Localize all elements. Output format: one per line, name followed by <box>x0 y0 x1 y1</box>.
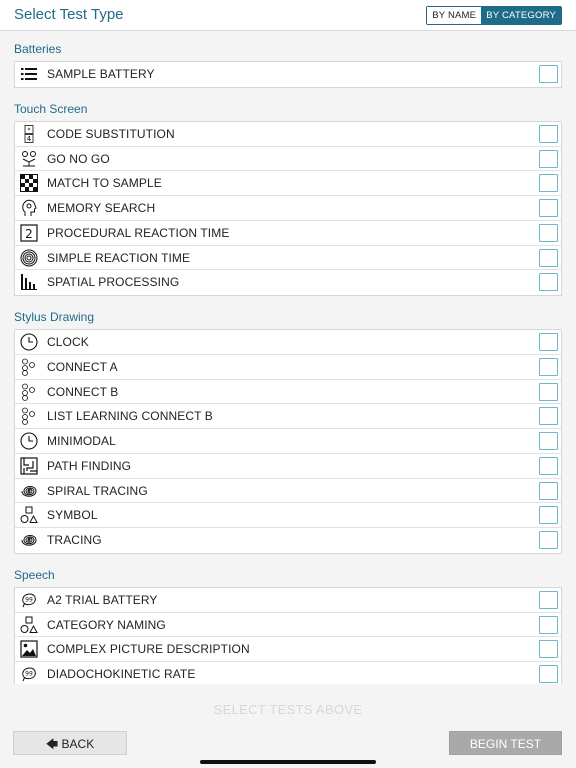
connect-icon <box>20 407 38 425</box>
test-row[interactable] <box>15 221 561 246</box>
section-title: Batteries <box>14 42 62 56</box>
test-label: MEMORY SEARCH <box>47 201 156 215</box>
home-indicator <box>200 760 376 764</box>
test-row[interactable] <box>15 270 561 295</box>
svg-text:2: 2 <box>25 226 33 241</box>
test-row[interactable] <box>15 122 561 147</box>
test-checkbox[interactable] <box>539 531 558 549</box>
svg-text:99: 99 <box>25 596 33 604</box>
test-checkbox[interactable] <box>539 249 558 267</box>
test-row[interactable] <box>15 246 561 271</box>
spiral-icon <box>20 531 38 549</box>
by-category-button[interactable]: BY CATEGORY <box>481 7 561 24</box>
test-checkbox[interactable] <box>539 224 558 242</box>
maze-icon <box>20 457 38 475</box>
test-label: CONNECT B <box>47 384 119 399</box>
test-checkbox[interactable] <box>539 616 558 634</box>
test-label: SPATIAL PROCESSING <box>47 275 180 290</box>
target-icon <box>20 249 38 267</box>
section-group <box>14 121 562 296</box>
test-checkbox[interactable] <box>539 432 558 450</box>
arrow-left-icon: 🡄 <box>45 737 59 751</box>
test-checkbox[interactable] <box>539 506 558 524</box>
begin-test-button[interactable]: BEGIN TEST <box>449 731 562 755</box>
go-no-go-icon <box>20 150 38 168</box>
sort-toggle <box>426 6 562 25</box>
test-label: SPIRAL TRACING <box>47 483 148 498</box>
test-row[interactable] <box>15 528 561 553</box>
test-label: CODE SUBSTITUTION <box>47 126 175 141</box>
back-label: BACK <box>61 737 95 751</box>
test-checkbox[interactable] <box>539 407 558 425</box>
test-row[interactable] <box>15 196 561 221</box>
test-label: GO NO GO <box>47 151 110 166</box>
picture-icon <box>20 640 38 658</box>
clock-icon <box>20 333 38 351</box>
test-label: MATCH TO SAMPLE <box>47 176 162 191</box>
test-checkbox[interactable] <box>539 150 558 168</box>
back-button[interactable] <box>13 731 127 755</box>
test-label: CLOCK <box>47 335 89 349</box>
test-label: LIST LEARNING CONNECT B <box>47 409 213 424</box>
svg-text:*: * <box>27 126 31 134</box>
test-label: COMPLEX PICTURE DESCRIPTION <box>47 642 250 657</box>
shapes-icon <box>20 616 38 634</box>
test-label: TRACING <box>47 533 102 547</box>
test-label: SIMPLE REACTION TIME <box>47 250 191 265</box>
test-checkbox[interactable] <box>539 273 558 291</box>
checkerboard-icon <box>20 174 38 192</box>
test-label: SYMBOL <box>47 508 98 523</box>
bars-icon <box>20 273 38 291</box>
connect-icon <box>20 358 38 376</box>
speech-bubble-icon <box>20 665 38 683</box>
top-bar <box>0 0 576 31</box>
test-checkbox[interactable] <box>539 358 558 376</box>
number-two-icon <box>20 224 38 242</box>
test-checkbox[interactable] <box>539 174 558 192</box>
by-name-button[interactable]: BY NAME <box>427 7 481 24</box>
test-list[interactable] <box>0 32 576 684</box>
test-label: MINIMODAL <box>47 434 116 448</box>
test-row[interactable] <box>15 62 561 87</box>
test-checkbox[interactable] <box>539 125 558 143</box>
test-row[interactable] <box>15 637 561 662</box>
test-checkbox[interactable] <box>539 199 558 217</box>
connect-icon <box>20 383 38 401</box>
test-row[interactable] <box>15 588 561 613</box>
test-row[interactable] <box>15 503 561 528</box>
test-row[interactable] <box>15 147 561 172</box>
section-title: Stylus Drawing <box>14 310 95 324</box>
test-label: DIADOCHOKINETIC RATE <box>47 667 196 681</box>
page-title: Select Test Type <box>14 6 124 23</box>
test-checkbox[interactable] <box>539 333 558 351</box>
section-group <box>14 61 562 88</box>
test-row[interactable] <box>15 479 561 504</box>
svg-text:99: 99 <box>25 670 33 678</box>
test-label: PROCEDURAL REACTION TIME <box>47 225 230 240</box>
shapes-icon <box>20 506 38 524</box>
select-tests-hint: SELECT TESTS ABOVE <box>213 702 363 717</box>
test-row[interactable] <box>15 613 561 638</box>
code-substitution-icon <box>20 125 38 143</box>
test-row[interactable] <box>15 355 561 380</box>
clock-icon <box>20 432 38 450</box>
spiral-icon <box>20 482 38 500</box>
speech-bubble-icon <box>20 591 38 609</box>
svg-text:4: 4 <box>26 134 32 143</box>
test-row[interactable] <box>15 330 561 355</box>
section-title: Touch Screen <box>14 101 88 116</box>
list-icon <box>20 65 38 83</box>
test-label: PATH FINDING <box>47 458 132 473</box>
section-group <box>14 329 562 554</box>
test-checkbox[interactable] <box>539 65 558 83</box>
test-label: CONNECT A <box>47 359 118 374</box>
test-row[interactable] <box>15 454 561 479</box>
footer <box>0 684 576 768</box>
test-checkbox[interactable] <box>539 591 558 609</box>
test-checkbox[interactable] <box>539 383 558 401</box>
test-checkbox[interactable] <box>539 640 558 658</box>
test-checkbox[interactable] <box>539 457 558 475</box>
head-icon <box>20 199 38 217</box>
test-row[interactable] <box>15 404 561 429</box>
test-row[interactable] <box>15 429 561 454</box>
test-row[interactable] <box>15 171 561 196</box>
section-title: Speech <box>14 567 55 582</box>
test-checkbox[interactable] <box>539 482 558 500</box>
test-label: CATEGORY NAMING <box>47 617 166 632</box>
test-label: SAMPLE BATTERY <box>47 67 155 81</box>
test-checkbox[interactable] <box>539 665 558 683</box>
test-row[interactable] <box>15 380 561 405</box>
test-label: A2 TRIAL BATTERY <box>47 592 158 607</box>
